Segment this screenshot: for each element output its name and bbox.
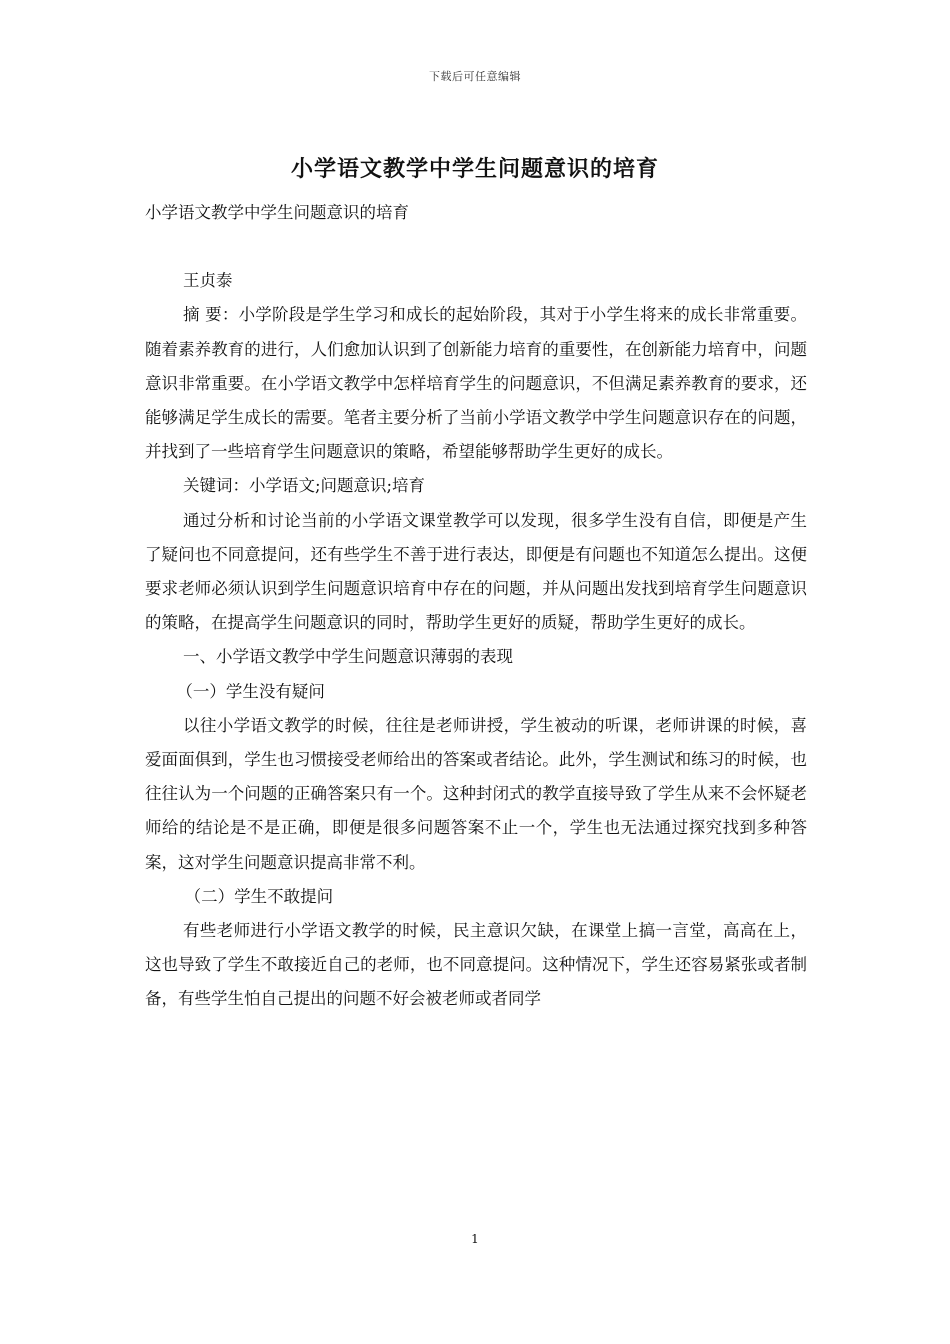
document-title: 小学语文教学中学生问题意识的培育 [290,156,659,182]
page-number: 1 [471,1232,479,1246]
abstract-paragraph: 摘 要：小学阶段是学生学习和成长的起始阶段，其对于小学生将来的成长非常重要。随着素养教育的进行，人们愈加认识到了创新能力培育的重要性，在创新能力培育中，问题意识非常重要。在小学语文教学中怎样培育学生的问题意识，不但满足素养教育的要求，还能够满足学生成长的需要。笔者主要分析了当前小学语文教学中学生问题意识存在的问题，并找到了一些培育学生问题意识的策略，希望能够帮助学生更好的成长。 [145,305,807,462]
intro-paragraph: 通过分析和讨论当前的小学语文课堂教学可以发现，很多学生没有自信，即便是产生了疑问也不同意提问，还有些学生不善于进行表达，即便是有问题也不知道怎么提出。这便要求老师必须认识到学生问题意识培育中存在的问题，并从问题出发找到培育学生问题意识的策略，在提高学生问题意识的同时，帮助学生更好的质疑，帮助学生更好的成长。 [145,510,807,633]
keywords-line: 关键词：小学语文;问题意识;培育 [182,476,426,496]
author-name: 王贞泰 [182,271,233,291]
subsection-body-1: 以往小学语文教学的时候，往往是老师讲授，学生被动的听课，老师讲课的时候，喜爱面面俱到，学生也习惯接受老师给出的答案或者结论。此外，学生测试和练习的时候，也往往认为一个问题的正确答案只有一个。这种封闭式的教学直接导致了学生从来不会怀疑老师给的结论是不是正确，即便是很多问题答案不止一个，学生也无法通过探究找到多种答案，这对学生问题意识提高非常不利。 [145,715,807,872]
subsection-heading-1: （一）学生没有疑问 [176,681,325,701]
subsection-heading-2: （二）学生不敢提问 [184,886,334,906]
header-note: 下载后可任意编辑 [429,70,521,83]
document-subtitle: 小学语文教学中学生问题意识的培育 [145,203,409,222]
subsection-body-2: 有些老师进行小学语文教学的时候，民主意识欠缺，在课堂上搞一言堂，高高在上，这也导致了学生不敢接近自己的老师，也不同意提问。这种情况下，学生还容易紧张或者制备，有些学生怕自己提出的问题不好会被老师或者同学 [145,921,807,1009]
section-heading-1: 一、小学语文教学中学生问题意识薄弱的表现 [182,647,513,667]
document-body [145,196,807,1017]
